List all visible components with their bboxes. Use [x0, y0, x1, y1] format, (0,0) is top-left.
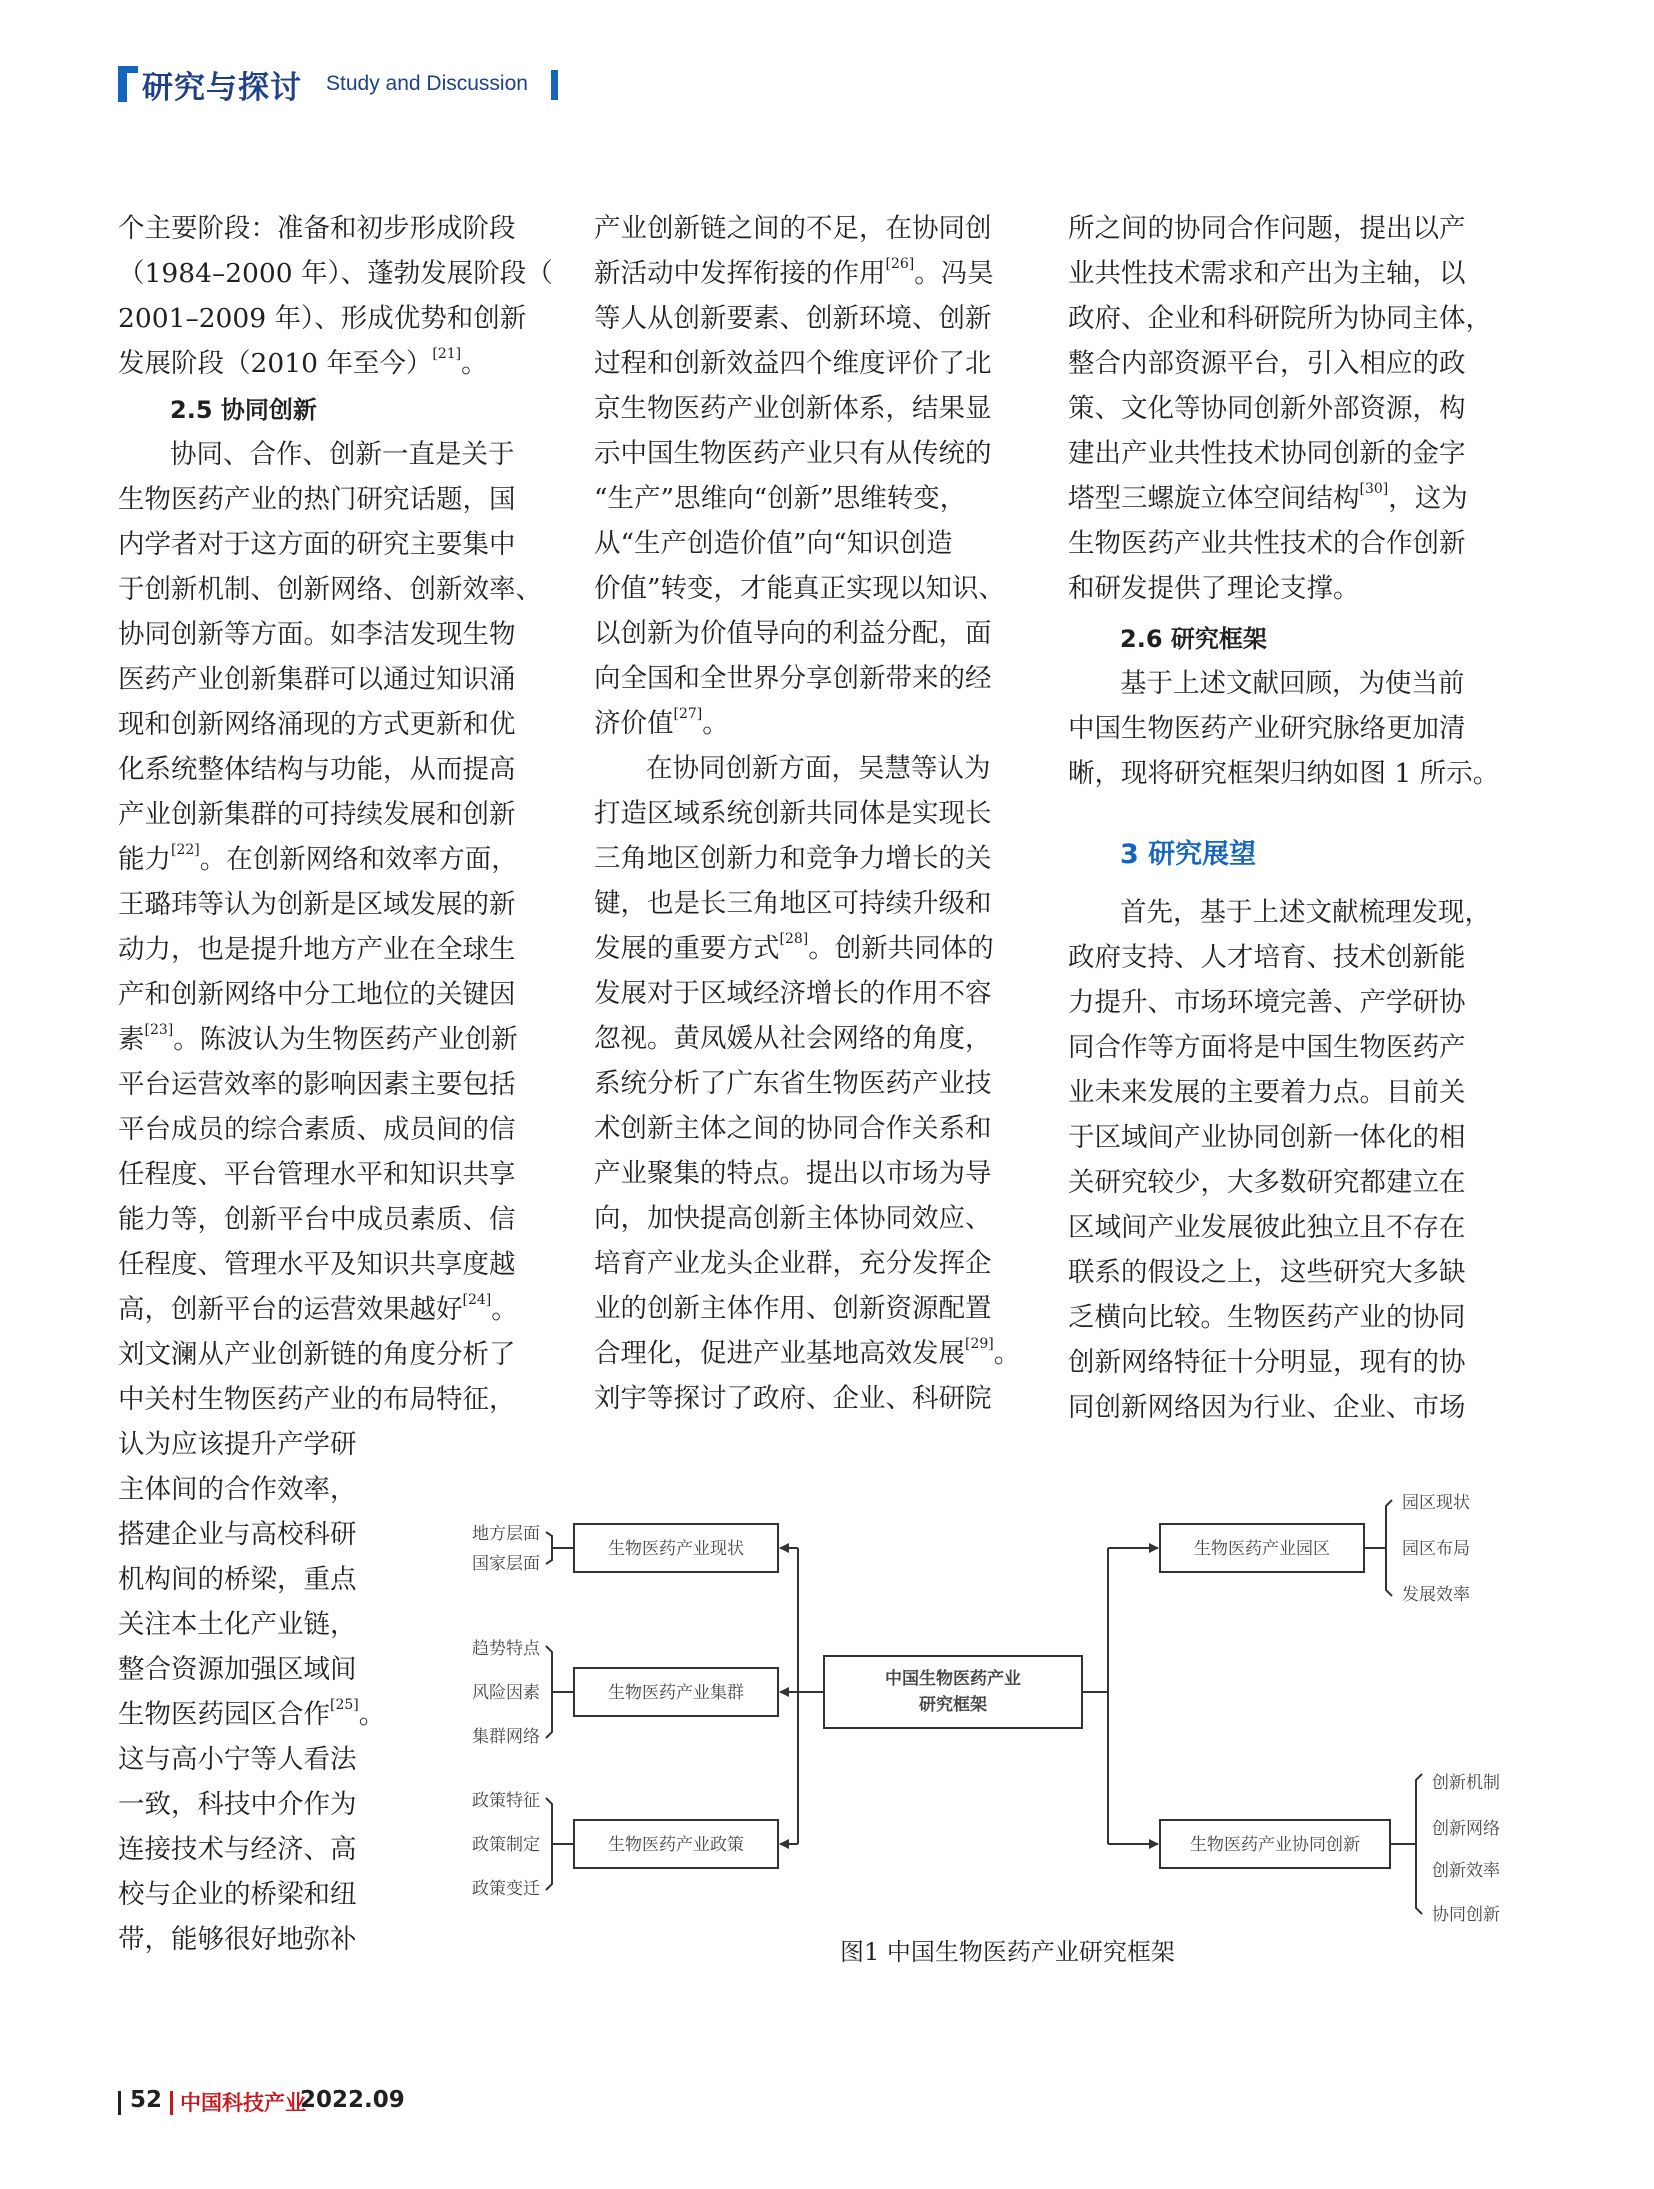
figure-caption: 图1 中国生物医药产业研究框架	[840, 1938, 1175, 1966]
text-line: 2001–2009 年）、形成优势和创新	[118, 303, 527, 334]
text-line: 合理化，促进产业基地高效发展[29]。	[594, 1336, 1021, 1369]
bracket	[546, 1798, 552, 1890]
text-line: 平台成员的综合素质、成员间的信	[118, 1114, 516, 1145]
item-label: 地方层面	[472, 1524, 540, 1544]
text-line: 带，能够很好地弥补	[118, 1924, 357, 1955]
citation: [29]	[965, 1336, 994, 1352]
text-line: 能力[22]。在创新网络和效率方面，	[118, 842, 518, 875]
header-end-bar	[551, 70, 558, 100]
text-line: 策、文化等协同创新外部资源，构	[1068, 393, 1466, 424]
text-line: 打造区域系统创新共同体是实现长	[594, 798, 992, 829]
bracket	[546, 1646, 552, 1738]
text-line: 生物医药产业共性技术的合作创新	[1068, 528, 1466, 559]
text-line: 示中国生物医药产业只有从传统的	[594, 438, 992, 469]
text-line: 业的创新主体作用、创新资源配置	[594, 1293, 992, 1324]
text-line: 产业聚集的特点。提出以市场为导	[594, 1158, 992, 1189]
citation: [25]	[330, 1697, 359, 1713]
text-line: 在协同创新方面，吴慧等认为	[646, 753, 991, 784]
text-line: 力提升、市场环境完善、产学研协	[1068, 987, 1466, 1018]
citation: [27]	[673, 706, 703, 722]
text-line: 产和创新网络中分工地位的关键因	[118, 979, 516, 1010]
text-line: （1984–2000 年）、蓬勃发展阶段（	[118, 258, 553, 289]
text-line: 于区域间产业协同创新一体化的相	[1068, 1122, 1466, 1153]
text-line: 关研究较少，大多数研究都建立在	[1068, 1167, 1466, 1198]
text-line: 搭建企业与高校科研	[118, 1519, 357, 1550]
framework-diagram	[440, 1468, 1520, 1928]
citation: [24]	[462, 1292, 492, 1308]
text-line: 机构间的桥梁，重点	[118, 1564, 357, 1595]
text-line: 一致，科技中介作为	[118, 1789, 357, 1820]
text-line: 生物医药产业的热门研究话题，国	[118, 484, 516, 515]
text-line: 内学者对于这方面的研究主要集中	[118, 529, 516, 560]
text-line: 平台运营效率的影响因素主要包括	[118, 1069, 516, 1100]
text-line: 新活动中发挥衔接的作用[26]。冯昊	[594, 256, 994, 289]
text-line: 发展的重要方式[28]。创新共同体的	[594, 931, 994, 964]
text-line: 晰，现将研究框架归纳如图 1 所示。	[1068, 758, 1500, 789]
text-line: 协同、合作、创新一直是关于	[170, 439, 515, 470]
footer-divider	[170, 2091, 173, 2115]
text-line: 价值”转变，才能真正实现以知识、	[594, 573, 1006, 604]
text-line: 同合作等方面将是中国生物医药产	[1068, 1032, 1466, 1063]
text-line: 等人从创新要素、创新环境、创新	[594, 303, 992, 334]
text-line: 和研发提供了理论支撑。	[1068, 573, 1360, 604]
item-label: 创新效率	[1432, 1861, 1500, 1881]
text-line: 现和创新网络涌现的方式更新和优	[118, 709, 516, 740]
citation: [26]	[885, 256, 915, 272]
center-label-1: 中国生物医药产业	[885, 1669, 1021, 1689]
text-line: 中国生物医药产业研究脉络更加清	[1068, 713, 1466, 744]
bracket	[1416, 1774, 1422, 1914]
section-title: 研究与探讨	[142, 70, 302, 106]
footer-bar	[118, 2091, 121, 2115]
item-label: 园区布局	[1402, 1539, 1470, 1559]
item-label: 风险因素	[472, 1683, 540, 1703]
item-label: 政策制定	[472, 1835, 540, 1855]
text-line: 连接技术与经济、高	[118, 1834, 357, 1865]
text-line: 能力等，创新平台中成员素质、信	[118, 1204, 516, 1235]
text-line: 王璐玮等认为创新是区域发展的新	[118, 889, 516, 920]
diagram-canvas	[440, 1468, 1520, 1928]
text-line: 三角地区创新力和竞争力增长的关	[594, 843, 992, 874]
text-line: 培育产业龙头企业群，充分发挥企	[594, 1248, 992, 1279]
text-line: 业未来发展的主要着力点。目前关	[1068, 1077, 1466, 1108]
text-line: 校与企业的桥梁和纽	[118, 1879, 357, 1910]
section-heading-2-6: 2.6 研究框架	[1120, 625, 1267, 653]
park-label: 生物医药产业园区	[1194, 1539, 1330, 1559]
text-line: 刘文澜从产业创新链的角度分析了	[118, 1339, 516, 1370]
item-label: 创新机制	[1432, 1773, 1500, 1793]
text-line: 产业创新集群的可持续发展和创新	[118, 799, 516, 830]
text-line: 医药产业创新集群可以通过知识涌	[118, 664, 516, 695]
text-line: 个主要阶段：准备和初步形成阶段	[118, 213, 516, 244]
item-label: 发展效率	[1402, 1585, 1470, 1605]
text-line: 基于上述文献回顾，为使当前	[1120, 668, 1465, 699]
item-label: 协同创新	[1432, 1905, 1500, 1925]
magazine-logo: 中国科技产业	[180, 2090, 306, 2115]
text-line: 首先，基于上述文献梳理发现，	[1120, 897, 1491, 928]
section-heading-2-5: 2.5 协同创新	[170, 396, 317, 424]
text-line: 于创新机制、创新网络、创新效率、	[118, 574, 542, 605]
text-line: 整合内部资源平台，引入相应的政	[1068, 348, 1466, 379]
status-label: 生物医药产业现状	[608, 1539, 744, 1559]
text-line: 中关村生物医药产业的布局特征，	[118, 1384, 516, 1415]
text-line: 键，也是长三角地区可持续升级和	[594, 888, 992, 919]
text-line: 忽视。黄凤媛从社会网络的角度，	[594, 1023, 992, 1054]
cluster-label: 生物医药产业集群	[608, 1683, 744, 1703]
text-line: 京生物医药产业创新体系，结果显	[594, 393, 992, 424]
text-line: 联系的假设之上，这些研究大多缺	[1068, 1257, 1466, 1288]
text-line: 以创新为价值导向的利益分配，面	[594, 618, 992, 649]
policy-label: 生物医药产业政策	[608, 1835, 744, 1855]
item-label: 园区现状	[1402, 1493, 1470, 1513]
page-number: 52	[130, 2087, 163, 2113]
citation: [28]	[779, 931, 809, 947]
innovation-label: 生物医药产业协同创新	[1190, 1835, 1360, 1855]
text-line: 动力，也是提升地方产业在全球生	[118, 934, 516, 965]
text-line: 向，加快提高创新主体协同效应、	[594, 1203, 992, 1234]
text-line: 塔型三螺旋立体空间结构[30]，这为	[1068, 481, 1468, 514]
citation: [21]	[432, 346, 462, 362]
citation: [30]	[1359, 481, 1389, 497]
text-line: 系统分析了广东省生物医药产业技	[594, 1068, 992, 1099]
text-line: 济价值[27]。	[594, 706, 729, 739]
text-line: 主体间的合作效率，	[118, 1474, 357, 1505]
text-line: 协同创新等方面。如李洁发现生物	[118, 619, 516, 650]
item-label: 国家层面	[472, 1554, 540, 1574]
text-line: 产业创新链之间的不足，在协同创	[594, 213, 992, 244]
text-line: 同创新网络因为行业、企业、市场	[1068, 1392, 1466, 1423]
citation: [22]	[171, 842, 200, 858]
text-line: 发展对于区域经济增长的作用不容	[594, 978, 992, 1009]
item-label: 创新网络	[1432, 1819, 1500, 1839]
section-heading-3: 3 研究展望	[1120, 839, 1257, 870]
header-accent-bar-top	[118, 66, 138, 73]
text-line: 政府支持、人才培育、技术创新能	[1068, 942, 1466, 973]
text-line: 乏横向比较。生物医药产业的协同	[1068, 1302, 1466, 1333]
text-line: 关注本土化产业链，	[118, 1609, 357, 1640]
text-line: 业共性技术需求和产出为主轴，以	[1068, 258, 1466, 289]
text-line: 任程度、平台管理水平和知识共享	[118, 1159, 516, 1190]
text-line: 发展阶段（2010 年至今）[21]。	[118, 346, 488, 379]
text-line: 区域间产业发展彼此独立且不存在	[1068, 1212, 1466, 1243]
text-line: 从“生产创造价值”向“知识创造	[594, 528, 953, 559]
text-line: 整合资源加强区域间	[118, 1654, 357, 1685]
text-line: 认为应该提升产学研	[118, 1429, 357, 1460]
text-line: 化系统整体结构与功能，从而提高	[118, 754, 516, 785]
text-line: 术创新主体之间的协同合作关系和	[594, 1113, 992, 1144]
text-line: 任程度、管理水平及知识共享度越	[118, 1249, 516, 1280]
center-label-2: 研究框架	[919, 1695, 987, 1715]
text-line: 向全国和全世界分享创新带来的经	[594, 663, 992, 694]
text-line: 创新网络特征十分明显，现有的协	[1068, 1347, 1466, 1378]
text-line: 刘宇等探讨了政府、企业、科研院	[594, 1383, 992, 1414]
section-subtitle: Study and Discussion	[326, 72, 528, 95]
text-line: 高，创新平台的运营效果越好[24]。	[118, 1292, 518, 1325]
citation: [23]	[144, 1022, 174, 1038]
text-line: 所之间的协同合作问题，提出以产	[1068, 213, 1466, 244]
text-line: 素[23]。陈波认为生物医药产业创新	[118, 1022, 518, 1055]
text-line: 这与高小宁等人看法	[118, 1744, 357, 1775]
issue-date: 2022.09	[300, 2087, 405, 2113]
item-label: 政策变迁	[472, 1879, 540, 1899]
text-line: “生产”思维向“创新”思维转变，	[594, 483, 967, 514]
bracket	[1386, 1500, 1392, 1596]
text-line: 过程和创新效益四个维度评价了北	[594, 348, 992, 379]
text-line: 建出产业共性技术协同创新的金字	[1068, 438, 1466, 469]
bracket	[546, 1532, 552, 1564]
text-line: 生物医药园区合作[25]。	[118, 1697, 386, 1730]
center-box	[824, 1656, 1082, 1728]
item-label: 政策特征	[472, 1791, 540, 1811]
item-label: 趋势特点	[472, 1639, 540, 1659]
text-line: 政府、企业和科研院所为协同主体，	[1068, 303, 1492, 334]
item-label: 集群网络	[472, 1727, 540, 1747]
